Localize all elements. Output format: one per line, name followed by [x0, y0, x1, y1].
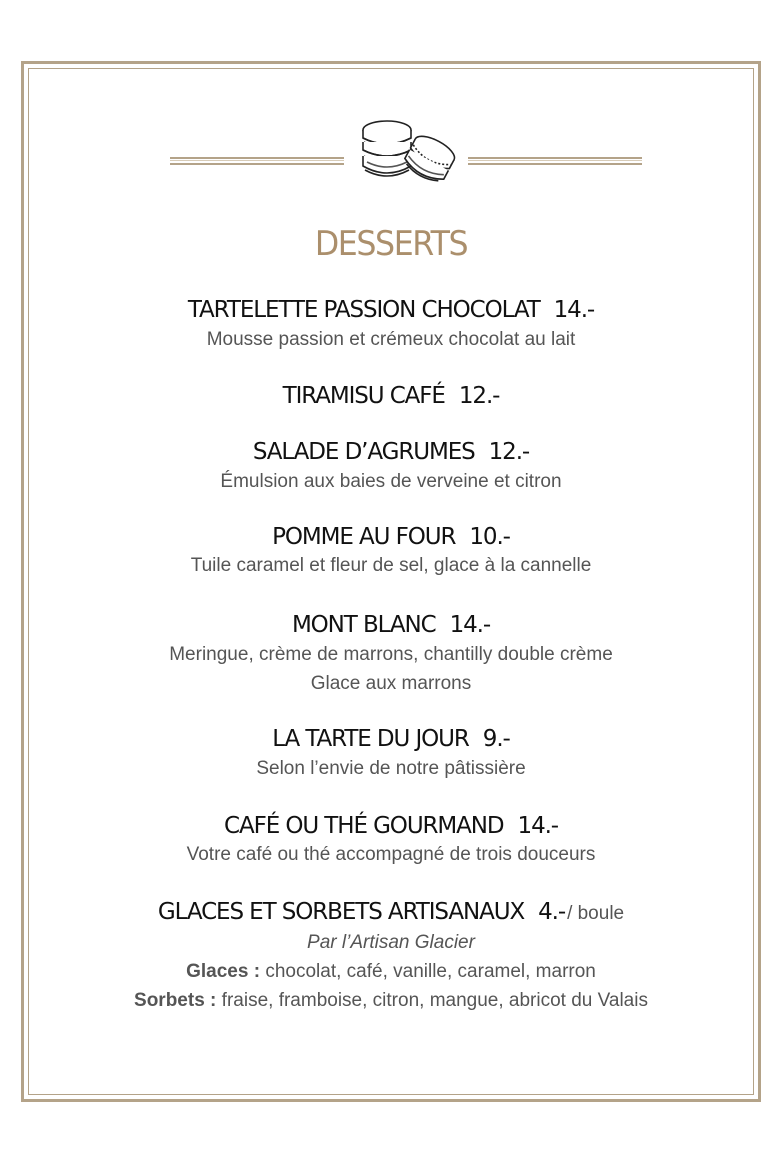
item-name: POMME AU FOUR [272, 524, 456, 550]
sorbets-label: Sorbets : [134, 990, 217, 1011]
item-description: Glace aux marrons [310, 673, 472, 694]
item-name: LA TARTE DU JOUR [272, 726, 469, 752]
glaces-label: Glaces : [186, 961, 261, 982]
item-maker: Par l’Artisan Glacier [307, 932, 475, 953]
glaces-flavors [0, 961, 782, 983]
sorbets-flavors [0, 990, 782, 1012]
menu-item-pomme [0, 524, 782, 550]
item-price: 12.- [458, 383, 500, 409]
item-price: 14.- [517, 813, 559, 839]
menu-item-glaces [0, 899, 782, 925]
item-name: TARTELETTE PASSION CHOCOLAT [187, 297, 540, 323]
item-name: MONT BLANC [291, 612, 436, 638]
item-description: Selon l’envie de notre pâtissière [256, 758, 526, 779]
item-price: 14.- [553, 297, 595, 323]
menu-item-tarte-du-jour [0, 726, 782, 752]
menu-item-tiramisu [0, 383, 782, 409]
menu-item-salade [0, 439, 782, 465]
item-description: Meringue, crème de marrons, chantilly double crème [169, 644, 613, 665]
item-name: SALADE D’AGRUMES [252, 439, 475, 465]
item-description: Tuile caramel et fleur de sel, glace à la cannelle [190, 555, 592, 576]
item-description: Mousse passion et crémeux chocolat au lait [206, 329, 576, 350]
right-divider [468, 157, 642, 165]
item-price: 9.- [482, 726, 510, 752]
item-price: 14.- [449, 612, 491, 638]
item-price: 10.- [469, 524, 510, 550]
menu-item-tartelette [0, 297, 782, 323]
item-name: GLACES ET SORBETS ARTISANAUX [157, 899, 525, 925]
glaces-list: chocolat, café, vanille, caramel, marron [265, 961, 596, 982]
item-name: CAFÉ OU THÉ GOURMAND [223, 813, 504, 839]
sorbets-list: fraise, framboise, citron, mangue, abricot du Valais [221, 990, 648, 1011]
item-price: 12.- [488, 439, 530, 465]
macaron-icon [355, 112, 459, 192]
menu-item-mont-blanc [0, 612, 782, 638]
item-description: Émulsion aux baies de verveine et citron [220, 471, 562, 492]
item-name: TIRAMISU CAFÉ [282, 383, 445, 409]
page-title: DESSERTS [314, 224, 468, 264]
item-price: 4.- [538, 899, 566, 925]
left-divider [170, 157, 344, 165]
item-description: Votre café ou thé accompagné de trois douceurs [186, 844, 596, 865]
menu-item-cafe-gourmand [0, 813, 782, 839]
item-unit: / boule [567, 903, 625, 924]
